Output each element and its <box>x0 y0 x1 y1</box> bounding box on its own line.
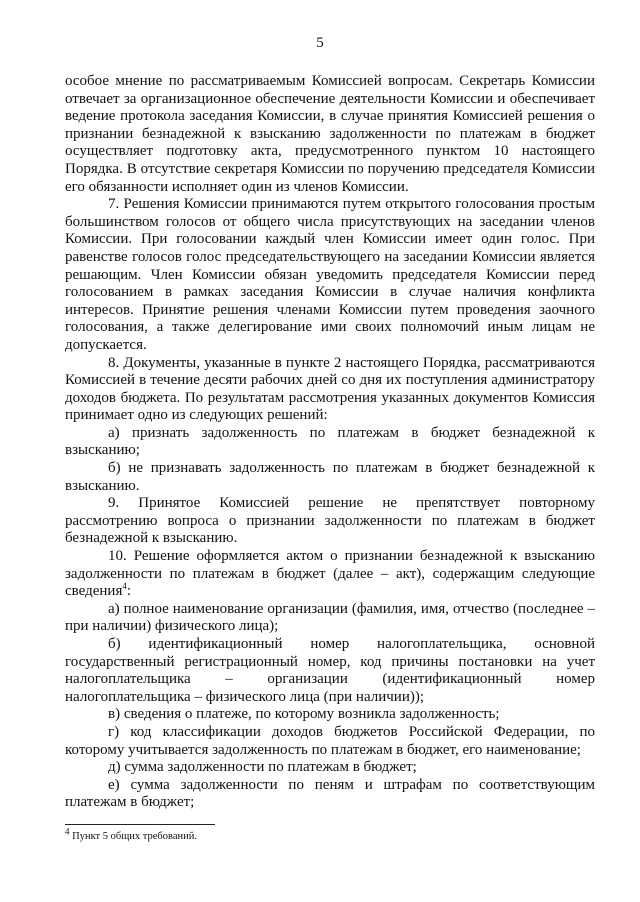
footnote-mark: 4 <box>65 826 70 837</box>
paragraph-item-10a: а) полное наименование организации (фамилия, имя, отчество (последнее – при наличии) физического лица); <box>65 600 595 635</box>
paragraph-item-10g: г) код классификации доходов бюджетов Российской Федерации, по которому учитывается задолженность по платежам в бюджет, его наименование; <box>65 723 595 758</box>
paragraph-item-7: 7. Решения Комиссии принимаются путем открытого голосования простым большинством голосов от общего числа присутствующих на заседании членов Комиссии. При голосовании каждый член Комиссии имеет один голос. При равенстве голосов голос председательствующего на заседании Комиссии является решающим. Член Комиссии обязан уведомить председателя Комиссии перед голосованием в рамках заседания Комиссии в случае наличия конфликта интересов. Принятие решения членами Комиссии путем проведения заочного голосования, а также делегирование ими своих полномочий иным лицам не допускается. <box>65 196 595 353</box>
paragraph-item-8: 8. Документы, указанные в пункте 2 настоящего Порядка, рассматриваются Комиссией в течение десяти рабочих дней со дня их поступления администратору доходов бюджета. По результатам рассмотрения указанных документов Комиссия принимает одно из следующих решений: <box>65 354 595 424</box>
paragraph-item-9: 9. Принятое Комиссией решение не препятствует повторному рассмотрению вопроса о признании задолженности по платежам в бюджет безнадежной к взысканию. <box>65 495 595 547</box>
paragraph-item-10-tail: : <box>126 583 132 600</box>
paragraph-item-8a: а) признать задолженность по платежам в бюджет безнадежной к взысканию; <box>65 424 595 459</box>
page-number: 5 <box>316 35 324 51</box>
paragraph-continuation: особое мнение по рассматриваемым Комиссией вопросам. Секретарь Комиссии отвечает за организационное обеспечение деятельности Комиссии и обеспечивает ведение протокола заседания Комиссии, в случае принятия Комиссией решения о признании безнадежной к взысканию задолженности по платежам в бюджет осуществляет подготовку акта, предусмотренного пунктом 10 настоящего Порядка. В отсутствие секретаря Комиссии по поручению председателя Комиссии его обязанности исполняет один из членов Комиссии. <box>65 73 595 195</box>
paragraph-item-8b: б) не признавать задолженность по платежам в бюджет безнадежной к взысканию. <box>65 460 595 494</box>
paragraph-item-10b: б) идентификационный номер налогоплательщика, основной государственный регистрационный номер, код причины постановки на учет налогоплательщика – организации (идентификационный номер налогоплательщика – физического лица (при наличии)); <box>65 636 595 705</box>
footnote <box>65 826 585 843</box>
paragraph-item-10d: д) сумма задолженности по платежам в бюджет; <box>108 759 417 776</box>
paragraph-item-10v: в) сведения о платеже, по которому возникла задолженность; <box>108 706 500 723</box>
paragraph-item-10-text: 10. Решение оформляется актом о признании безнадежной к взысканию задолженности по платежам в бюджет (далее – акт), содержащим следующие сведения <box>65 548 595 600</box>
footnote-divider <box>65 824 215 825</box>
footnote-reference[interactable]: 4 <box>122 581 127 592</box>
paragraph-item-10 <box>65 548 595 601</box>
footnote-text: Пункт 5 общих требований. <box>69 831 197 842</box>
document-body <box>65 73 595 812</box>
paragraph-item-10e: е) сумма задолженности по пеням и штрафам по соответствующим платежам в бюджет; <box>65 776 595 811</box>
